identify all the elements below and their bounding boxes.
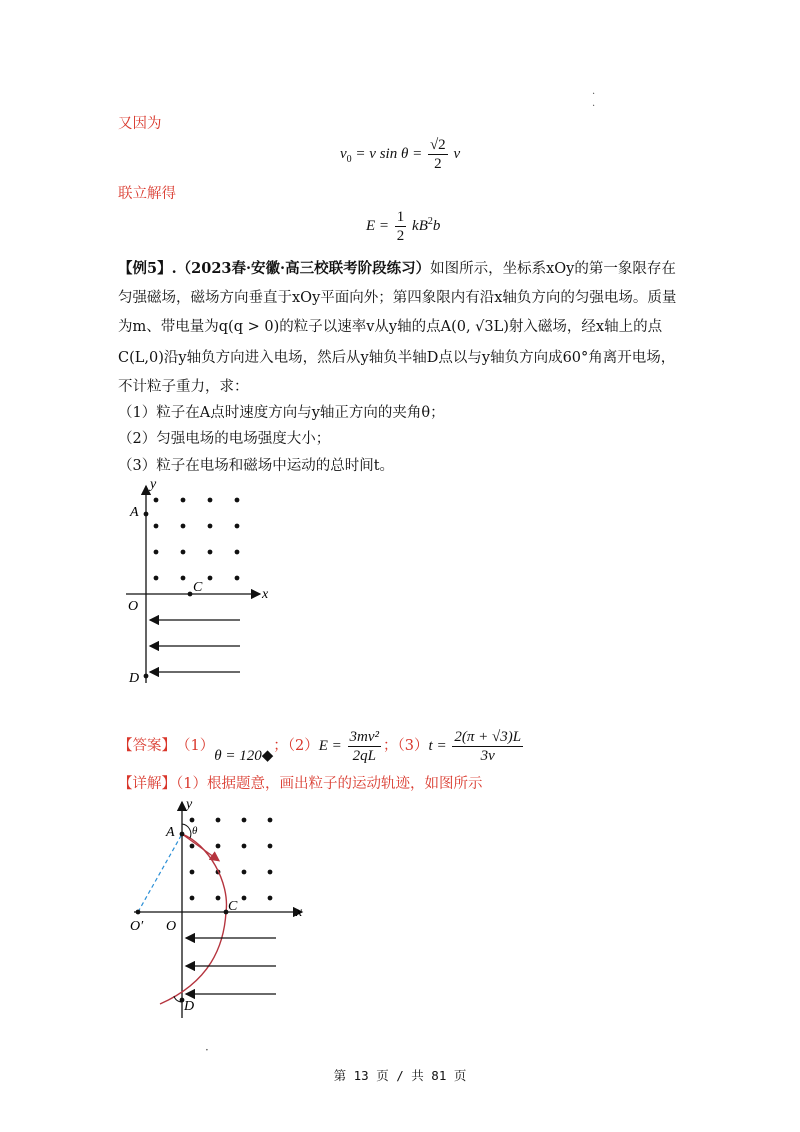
example-line2: 匀强磁场，磁场方向垂直于xOy平面向外；第四象限内有沿x轴负方向的匀强电场。质量: [118, 290, 677, 306]
page-footer: 第 13 页 / 共 81 页: [333, 1068, 467, 1083]
example-label: 【例5】.: [118, 260, 177, 277]
fig2-label-O-prime: O′: [130, 919, 144, 934]
answer-2-num: 3mv²: [349, 728, 380, 745]
fig1-point-C: [188, 592, 193, 597]
fig1-point-D: [144, 674, 149, 679]
fig2-radius-dashed: [138, 834, 182, 912]
eq1-tail: v: [453, 145, 461, 162]
fig2-label-O: O: [166, 919, 177, 934]
detail-text: （1）根据题意，画出粒子的运动轨迹，如图所示: [176, 776, 483, 792]
example-line4: C(L,0)沿y轴负方向进入电场，然后从y轴负半轴D点以与y轴负方向成60°角离开电场，: [118, 350, 676, 366]
eq2-tail: kB: [412, 217, 428, 234]
answer-3-num: 2(π + √3)L: [454, 728, 522, 745]
fig1-label-x: x: [262, 587, 269, 602]
example-source: （2023春·安徽·高三校联考阶段练习）: [176, 260, 431, 277]
fig2-label-C: C: [228, 899, 238, 914]
answer-2-lhs: E =: [318, 737, 342, 754]
equation-E: [366, 208, 440, 245]
fig2-magnetic-dots: [190, 818, 273, 901]
fig2-label-y: y: [186, 797, 193, 812]
equation-v0: [340, 136, 460, 173]
question-2: （2）匀强电场的电场强度大小；: [118, 431, 331, 447]
corner-marks: . .: [592, 86, 596, 109]
fig1-point-A: [144, 512, 149, 517]
eq2-lhs: E =: [366, 217, 390, 234]
text-youyinwei: 又因为: [118, 116, 162, 132]
bottom-mark: ·: [205, 1043, 209, 1057]
answer-part1: （1）: [176, 738, 215, 754]
example-line1: [118, 258, 676, 280]
detail-label: 【详解】: [118, 776, 176, 792]
answer-2: [319, 728, 383, 765]
question-1: （1）粒子在A点时速度方向与y轴正方向的夹角θ；: [118, 405, 445, 421]
fig2-velocity-arrow: [182, 834, 218, 860]
answer-line: [118, 722, 525, 770]
figure-2-trajectory-diagram: [120, 796, 310, 1028]
fig2-label-x: x: [296, 905, 303, 920]
answer-3-lhs: t =: [428, 737, 447, 754]
fig1-magnetic-dots: [154, 498, 240, 581]
fig1-label-O: O: [128, 599, 139, 614]
eq1-den: 2: [434, 156, 442, 172]
eq1-mid: = v sin θ =: [355, 145, 423, 162]
answer-3-den: 3v: [480, 747, 495, 764]
answer-1: θ = 120◆: [214, 748, 274, 764]
question-3: （3）粒子在电场和磁场中运动的总时间t。: [118, 458, 395, 474]
eq1-num: √2: [429, 137, 446, 153]
fig2-label-A: A: [166, 825, 175, 840]
fig1-label-y: y: [150, 478, 157, 492]
fig1-label-D: D: [129, 671, 140, 686]
figure-1-field-diagram: [120, 478, 280, 690]
answer-label: 【答案】: [118, 738, 176, 754]
example-line5: 不计粒子重力，求：: [118, 379, 249, 395]
eq2-num: 1: [396, 209, 405, 225]
detail-line: [118, 773, 482, 795]
fig2-point-O-prime: [136, 910, 141, 915]
text-lianli: 联立解得: [118, 186, 176, 202]
answer-sep2: ；（3）: [383, 738, 429, 754]
fig1-label-C: C: [193, 580, 203, 595]
answer-sep1: ；（2）: [273, 738, 319, 754]
eq2-end: b: [432, 217, 441, 234]
eq1-lhs: v: [340, 145, 347, 162]
example-text1: 如图所示，坐标系xOy的第一象限存在: [430, 261, 676, 277]
fig2-label-theta: θ: [192, 825, 198, 837]
answer-3: [429, 728, 526, 765]
eq1-lhs-sub: 0: [346, 153, 352, 165]
fig1-label-A: A: [130, 505, 139, 520]
answer-2-den: 2qL: [352, 747, 376, 764]
eq2-den: 2: [396, 228, 405, 244]
eq2-sup: 2: [427, 215, 433, 227]
fig1-field-lines: [150, 620, 240, 672]
fig2-point-A: [180, 832, 185, 837]
example-line3: 为m、带电量为q(q > 0)的粒子以速率v从y轴的点A(0, √3L)射入磁场，经x轴上的点: [118, 319, 663, 335]
fig2-label-D: D: [184, 999, 195, 1014]
fig2-field-lines: [186, 938, 276, 994]
